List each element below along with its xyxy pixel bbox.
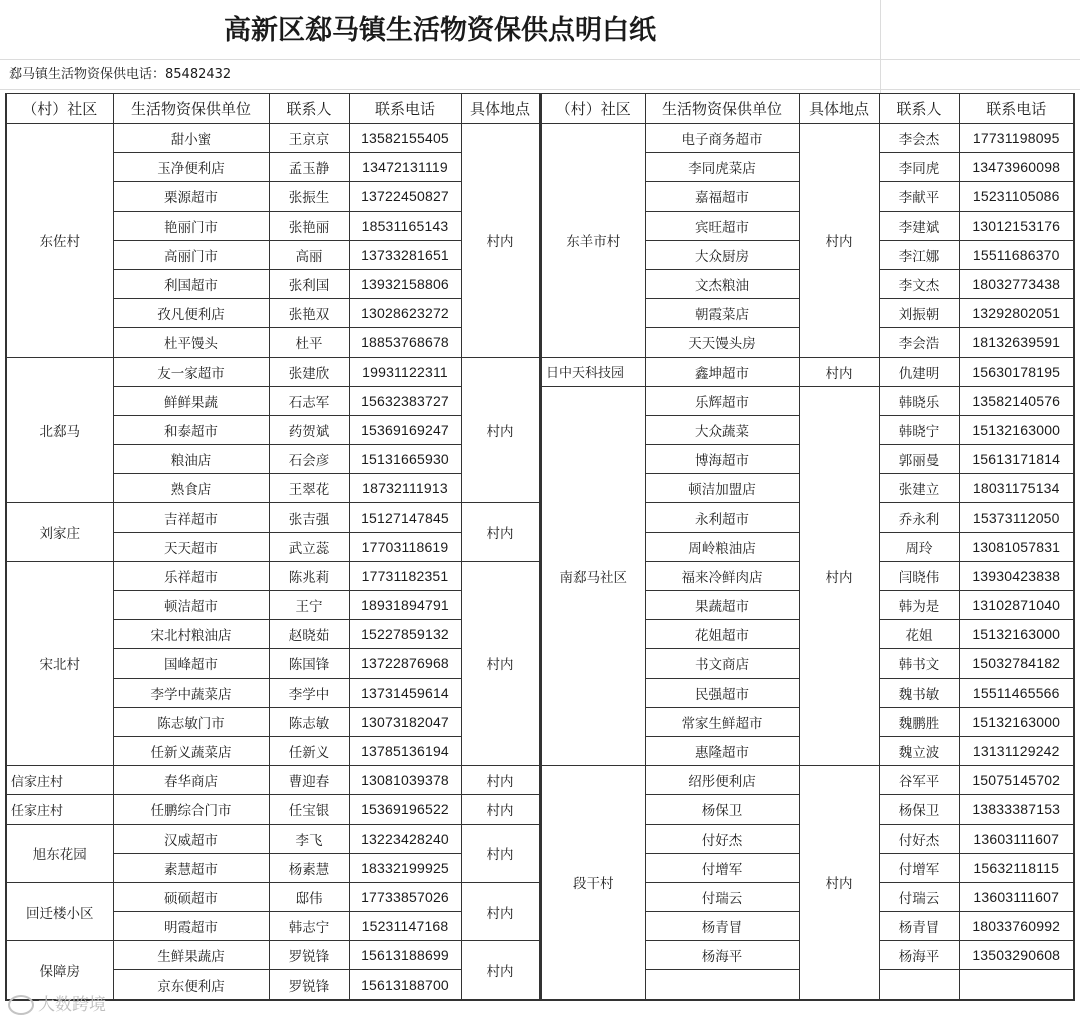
community-cell: 宋北村 <box>6 561 113 765</box>
supply-unit-cell: 电子商务超市 <box>645 124 799 153</box>
hotline-text: 郄马镇生活物资保供电话：85482432 <box>9 67 232 82</box>
phone-cell: 13503290608 <box>959 941 1074 970</box>
contact-person-cell: 武立蕊 <box>269 532 349 561</box>
supply-unit-cell: 国峰超市 <box>113 649 269 678</box>
phone-cell: 15511686370 <box>959 240 1074 269</box>
contact-person-cell: 李会浩 <box>879 328 959 357</box>
supply-unit-cell: 汉威超市 <box>113 824 269 853</box>
contact-person-cell: 李飞 <box>269 824 349 853</box>
supply-unit-cell: 杨保卫 <box>645 795 799 824</box>
table-row <box>6 561 539 590</box>
supply-unit-cell: 大众厨房 <box>645 240 799 269</box>
page-title: 高新区郄马镇生活物资保供点明白纸 <box>224 15 656 46</box>
contact-person-cell: 孟玉静 <box>269 153 349 182</box>
supply-unit-cell: 果蔬超市 <box>645 591 799 620</box>
supply-unit-cell: 吉祥超市 <box>113 503 269 532</box>
left-table-body <box>6 124 539 1000</box>
contact-person-cell: 陈志敏 <box>269 707 349 736</box>
phone-cell: 15613188700 <box>349 970 461 1000</box>
contact-person-cell: 付瑞云 <box>879 882 959 911</box>
contact-person-cell: 陈兆莉 <box>269 561 349 590</box>
contact-person-cell: 罗锐锋 <box>269 941 349 970</box>
phone-cell: 13833387153 <box>959 795 1074 824</box>
contact-person-cell: 药贺斌 <box>269 415 349 444</box>
phone-cell: 18332199925 <box>349 853 461 882</box>
supply-unit-cell: 绍彤便利店 <box>645 766 799 795</box>
header-cell: 生活物资保供单位 <box>113 94 269 124</box>
supply-unit-cell: 李同虎菜店 <box>645 153 799 182</box>
contact-person-cell: 石志军 <box>269 386 349 415</box>
contact-person-cell: 曹迎春 <box>269 766 349 795</box>
supply-unit-cell: 民强超市 <box>645 678 799 707</box>
phone-cell: 13582155405 <box>349 124 461 153</box>
contact-person-cell: 付增军 <box>879 853 959 882</box>
header-cell: （村）社区 <box>6 94 113 124</box>
contact-person-cell: 乔永利 <box>879 503 959 532</box>
location-cell: 村内 <box>799 766 879 1000</box>
phone-cell: 13582140576 <box>959 386 1074 415</box>
contact-person-cell: 张利国 <box>269 269 349 298</box>
contact-person-cell: 任新义 <box>269 736 349 765</box>
community-cell: 刘家庄 <box>6 503 113 561</box>
supply-unit-cell: 付好杰 <box>645 824 799 853</box>
community-cell: 北郄马 <box>6 357 113 503</box>
contact-person-cell: 李江娜 <box>879 240 959 269</box>
phone-cell: 13102871040 <box>959 591 1074 620</box>
community-cell: 南郄马社区 <box>541 386 645 765</box>
supply-unit-cell: 天天超市 <box>113 532 269 561</box>
table-row <box>541 766 1074 795</box>
location-cell: 村内 <box>461 561 539 765</box>
contact-person-cell: 罗锐锋 <box>269 970 349 1000</box>
supply-unit-cell: 孜凡便利店 <box>113 299 269 328</box>
phone-cell: 15132163000 <box>959 707 1074 736</box>
phone-cell: 13731459614 <box>349 678 461 707</box>
supply-unit-cell: 素慧超市 <box>113 853 269 882</box>
supply-unit-cell: 嘉福超市 <box>645 182 799 211</box>
phone-cell: 13292802051 <box>959 299 1074 328</box>
phone-cell: 13473960098 <box>959 153 1074 182</box>
header-cell: 生活物资保供单位 <box>645 94 799 124</box>
supply-unit-cell: 春华商店 <box>113 766 269 795</box>
contact-person-cell: 李同虎 <box>879 153 959 182</box>
watermark-text: 大数跨境 <box>38 995 106 1015</box>
phone-cell: 15613171814 <box>959 445 1074 474</box>
table-row <box>6 124 539 153</box>
phone-cell: 15231105086 <box>959 182 1074 211</box>
contact-person-cell: 韩志宁 <box>269 912 349 941</box>
phone-cell: 13472131119 <box>349 153 461 182</box>
phone-cell: 17731198095 <box>959 124 1074 153</box>
table-row <box>6 766 539 795</box>
phone-cell: 18853768678 <box>349 328 461 357</box>
phone-cell: 13223428240 <box>349 824 461 853</box>
contact-person-cell: 邸伟 <box>269 882 349 911</box>
phone-cell: 13081057831 <box>959 532 1074 561</box>
supply-unit-cell: 艳丽门市 <box>113 211 269 240</box>
location-cell: 村内 <box>461 824 539 882</box>
header-cell: 具体地点 <box>461 94 539 124</box>
supply-unit-cell: 宾旺超市 <box>645 211 799 240</box>
contact-person-cell: 魏书敏 <box>879 678 959 707</box>
left-supply-table <box>5 93 540 1001</box>
contact-person-cell: 李建斌 <box>879 211 959 240</box>
contact-person-cell: 郭丽曼 <box>879 445 959 474</box>
phone-cell: 15127147845 <box>349 503 461 532</box>
contact-person-cell: 魏鹏胜 <box>879 707 959 736</box>
phone-cell: 13733281651 <box>349 240 461 269</box>
table-header-row <box>6 94 539 124</box>
community-cell: 东羊市村 <box>541 124 645 358</box>
contact-person-cell: 石会彦 <box>269 445 349 474</box>
phone-cell: 13722876968 <box>349 649 461 678</box>
community-cell: 信家庄村 <box>6 766 113 795</box>
supply-unit-cell: 大众蔬菜 <box>645 415 799 444</box>
phone-cell: 13081039378 <box>349 766 461 795</box>
table-row <box>6 882 539 911</box>
supply-unit-cell: 书文商店 <box>645 649 799 678</box>
contact-person-cell: 李文杰 <box>879 269 959 298</box>
watermark-logo-icon <box>8 995 34 1015</box>
supply-unit-cell: 利国超市 <box>113 269 269 298</box>
contact-person-cell: 杜平 <box>269 328 349 357</box>
contact-person-cell: 花姐 <box>879 620 959 649</box>
supply-unit-cell: 博海超市 <box>645 445 799 474</box>
header-cell: 联系电话 <box>349 94 461 124</box>
contact-person-cell: 王京京 <box>269 124 349 153</box>
contact-person-cell: 刘振朝 <box>879 299 959 328</box>
header-cell: 联系人 <box>879 94 959 124</box>
contact-person-cell: 魏立波 <box>879 736 959 765</box>
supply-unit-cell: 粮油店 <box>113 445 269 474</box>
phone-cell: 17703118619 <box>349 532 461 561</box>
phone-cell: 13722450827 <box>349 182 461 211</box>
contact-person-cell: 高丽 <box>269 240 349 269</box>
contact-person-cell: 谷军平 <box>879 766 959 795</box>
contact-person-cell: 赵晓茹 <box>269 620 349 649</box>
location-cell: 村内 <box>461 941 539 1000</box>
phone-cell: 15373112050 <box>959 503 1074 532</box>
location-cell: 村内 <box>799 124 879 358</box>
contact-person-cell <box>879 970 959 1000</box>
supply-unit-cell: 高丽门市 <box>113 240 269 269</box>
phone-cell: 15032784182 <box>959 649 1074 678</box>
community-cell: 东佐村 <box>6 124 113 358</box>
contact-person-cell: 杨海平 <box>879 941 959 970</box>
table-row <box>541 124 1074 153</box>
supply-unit-cell: 李学中蔬菜店 <box>113 678 269 707</box>
phone-cell: 18031175134 <box>959 474 1074 503</box>
supply-unit-cell: 周岭粮油店 <box>645 532 799 561</box>
header-cell: 联系电话 <box>959 94 1074 124</box>
contact-person-cell: 杨青冒 <box>879 912 959 941</box>
phone-cell: 15369169247 <box>349 415 461 444</box>
phone-cell: 15132163000 <box>959 415 1074 444</box>
phone-cell: 18732111913 <box>349 474 461 503</box>
supply-unit-cell: 福来冷鲜肉店 <box>645 561 799 590</box>
community-cell: 任家庄村 <box>6 795 113 824</box>
phone-cell: 15613188699 <box>349 941 461 970</box>
contact-person-cell: 闫晓伟 <box>879 561 959 590</box>
phone-cell: 15369196522 <box>349 795 461 824</box>
right-supply-table <box>540 93 1075 1001</box>
contact-person-cell: 张艳丽 <box>269 211 349 240</box>
supply-unit-cell: 明霞超市 <box>113 912 269 941</box>
supply-unit-cell: 天天馒头房 <box>645 328 799 357</box>
phone-cell: 13603111607 <box>959 824 1074 853</box>
supply-unit-cell: 顿洁超市 <box>113 591 269 620</box>
phone-cell: 18531165143 <box>349 211 461 240</box>
supply-unit-cell: 栗源超市 <box>113 182 269 211</box>
table-row <box>6 503 539 532</box>
community-cell: 日中天科技园 <box>541 357 645 386</box>
contact-person-cell: 张建立 <box>879 474 959 503</box>
header-cell: 联系人 <box>269 94 349 124</box>
contact-person-cell: 李会杰 <box>879 124 959 153</box>
phone-cell: 18132639591 <box>959 328 1074 357</box>
table-row <box>6 357 539 386</box>
table-row <box>6 795 539 824</box>
phone-cell: 15075145702 <box>959 766 1074 795</box>
phone-cell <box>959 970 1074 1000</box>
phone-cell: 19931122311 <box>349 357 461 386</box>
contact-person-cell: 王翠花 <box>269 474 349 503</box>
phone-cell: 15227859132 <box>349 620 461 649</box>
contact-person-cell: 杨保卫 <box>879 795 959 824</box>
supply-unit-cell: 付瑞云 <box>645 882 799 911</box>
contact-person-cell: 杨素慧 <box>269 853 349 882</box>
contact-person-cell: 张振生 <box>269 182 349 211</box>
sheet-gridline <box>880 0 881 93</box>
contact-person-cell: 付好杰 <box>879 824 959 853</box>
table-row <box>541 386 1074 415</box>
watermark <box>8 990 106 1015</box>
contact-person-cell: 韩晓乐 <box>879 386 959 415</box>
supply-unit-cell: 京东便利店 <box>113 970 269 1000</box>
contact-person-cell: 任宝银 <box>269 795 349 824</box>
supply-unit-cell: 友一家超市 <box>113 357 269 386</box>
contact-person-cell: 陈国锋 <box>269 649 349 678</box>
supply-unit-cell: 生鲜果蔬店 <box>113 941 269 970</box>
contact-person-cell: 韩晓宁 <box>879 415 959 444</box>
phone-cell: 13131129242 <box>959 736 1074 765</box>
contact-person-cell: 韩书文 <box>879 649 959 678</box>
supply-unit-cell: 任鹏综合门市 <box>113 795 269 824</box>
supply-unit-cell: 玉净便利店 <box>113 153 269 182</box>
supply-unit-cell: 花姐超市 <box>645 620 799 649</box>
contact-person-cell: 李学中 <box>269 678 349 707</box>
phone-cell: 15132163000 <box>959 620 1074 649</box>
location-cell: 村内 <box>461 357 539 503</box>
phone-cell: 13073182047 <box>349 707 461 736</box>
location-cell: 村内 <box>461 795 539 824</box>
contact-person-cell: 张建欣 <box>269 357 349 386</box>
community-cell: 回迁楼小区 <box>6 882 113 940</box>
supply-unit-cell: 杨青冒 <box>645 912 799 941</box>
phone-cell: 15231147168 <box>349 912 461 941</box>
supply-unit-cell: 熟食店 <box>113 474 269 503</box>
location-cell: 村内 <box>461 503 539 561</box>
phone-cell: 18931894791 <box>349 591 461 620</box>
supply-unit-cell: 硕硕超市 <box>113 882 269 911</box>
header-cell: （村）社区 <box>541 94 645 124</box>
supply-unit-cell <box>645 970 799 1000</box>
contact-person-cell: 李献平 <box>879 182 959 211</box>
community-cell: 旭东花园 <box>6 824 113 882</box>
phone-cell: 13012153176 <box>959 211 1074 240</box>
phone-cell: 17731182351 <box>349 561 461 590</box>
phone-cell: 15632383727 <box>349 386 461 415</box>
phone-cell: 13785136194 <box>349 736 461 765</box>
supply-unit-cell: 杨海平 <box>645 941 799 970</box>
phone-cell: 13930423838 <box>959 561 1074 590</box>
supply-unit-cell: 任新义蔬菜店 <box>113 736 269 765</box>
supply-unit-cell: 杜平馒头 <box>113 328 269 357</box>
supply-unit-cell: 鑫坤超市 <box>645 357 799 386</box>
phone-cell: 15511465566 <box>959 678 1074 707</box>
contact-person-cell: 张艳双 <box>269 299 349 328</box>
community-cell: 保障房 <box>6 941 113 1000</box>
contact-person-cell: 仇建明 <box>879 357 959 386</box>
phone-cell: 18032773438 <box>959 269 1074 298</box>
table-row <box>6 824 539 853</box>
supply-unit-cell: 乐辉超市 <box>645 386 799 415</box>
supply-unit-cell: 朝霞菜店 <box>645 299 799 328</box>
contact-person-cell: 王宁 <box>269 591 349 620</box>
phone-cell: 13028623272 <box>349 299 461 328</box>
phone-cell: 15131665930 <box>349 445 461 474</box>
supply-unit-cell: 陈志敏门市 <box>113 707 269 736</box>
phone-cell: 15630178195 <box>959 357 1074 386</box>
supply-unit-cell: 顿洁加盟店 <box>645 474 799 503</box>
supply-unit-cell: 文杰粮油 <box>645 269 799 298</box>
phone-cell: 13603111607 <box>959 882 1074 911</box>
header-cell: 具体地点 <box>799 94 879 124</box>
supply-unit-cell: 常家生鲜超市 <box>645 707 799 736</box>
community-cell: 段干村 <box>541 766 645 1000</box>
supply-unit-cell: 付增军 <box>645 853 799 882</box>
location-cell: 村内 <box>799 386 879 765</box>
right-table-body <box>541 124 1074 1000</box>
phone-cell: 15632118115 <box>959 853 1074 882</box>
supply-unit-cell: 惠隆超市 <box>645 736 799 765</box>
table-row <box>6 941 539 970</box>
location-cell: 村内 <box>461 124 539 358</box>
phone-cell: 17733857026 <box>349 882 461 911</box>
supply-unit-cell: 鲜鲜果蔬 <box>113 386 269 415</box>
contact-person-cell: 周玲 <box>879 532 959 561</box>
supply-unit-cell: 和泰超市 <box>113 415 269 444</box>
supply-unit-cell: 永利超市 <box>645 503 799 532</box>
supply-unit-cell: 宋北村粮油店 <box>113 620 269 649</box>
phone-cell: 13932158806 <box>349 269 461 298</box>
table-row <box>541 357 1074 386</box>
phone-cell: 18033760992 <box>959 912 1074 941</box>
contact-person-cell: 张吉强 <box>269 503 349 532</box>
location-cell: 村内 <box>799 357 879 386</box>
contact-person-cell: 韩为是 <box>879 591 959 620</box>
supply-unit-cell: 甜小蜜 <box>113 124 269 153</box>
location-cell: 村内 <box>461 882 539 940</box>
location-cell: 村内 <box>461 766 539 795</box>
table-header-row <box>541 94 1074 124</box>
supply-unit-cell: 乐祥超市 <box>113 561 269 590</box>
sheet-gridline <box>0 89 1080 90</box>
